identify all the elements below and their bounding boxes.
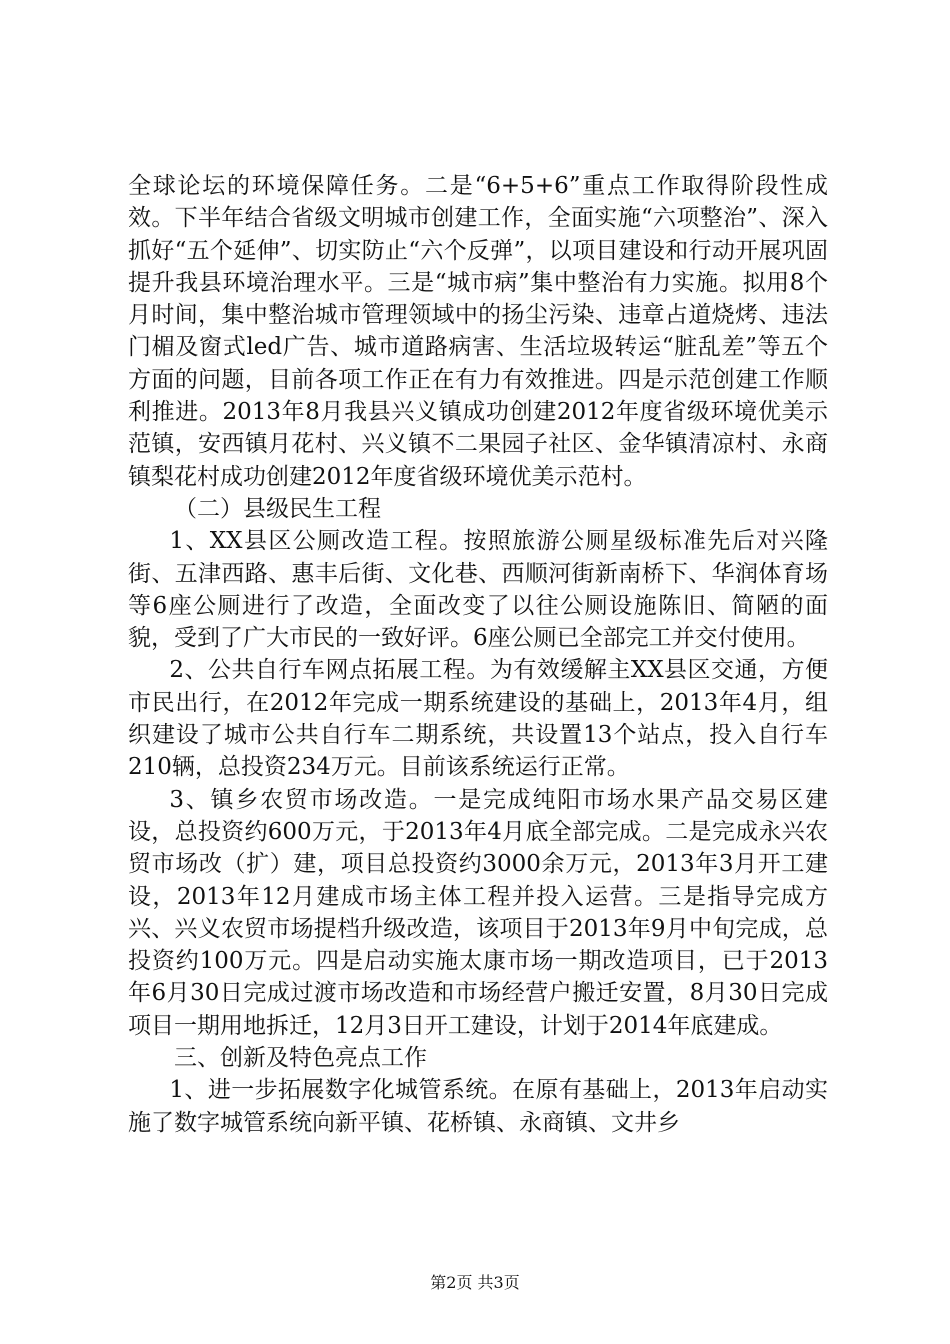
paragraph-public-bicycle: 2、公共自行车网点拓展工程。为有效缓解主XX县区交通，方便市民出行，在2012年完成一期系统建设的基础上，2013年4月，组织建设了城市公共自行车二期系统，共设置13个站点，投入自行车210辆，总投资234万元。目前该系统运行正常。: [128, 657, 828, 781]
document-body: [128, 170, 828, 1139]
paragraph-toilet-renovation: 1、XX县区公厕改造工程。按照旅游公厕星级标准先后对兴隆街、五津西路、惠丰后街、文化巷、西顺河街新南桥下、华润体育场等6座公厕进行了改造，全面改变了以往公厕设施陈旧、简陋的面貌，受到了广大市民的一致好评。6座公厕已全部完工并交付使用。: [128, 528, 828, 652]
paragraph-continuation: 全球论坛的环境保障任务。二是“6+5+6”重点工作取得阶段性成效。下半年结合省级文明城市创建工作，全面实施“六项整治”、深入抓好“五个延伸”、切实防止“六个反弹”，以项目建设和行动开展巩固提升我县环境治理水平。三是“城市病”集中整治有力实施。拟用8个月时间，集中整治城市管理领域中的扬尘污染、违章占道烧烤、违法门楣及窗式led广告、城市道路病害、生活垃圾转运“脏乱差”等五个方面的问题，目前各项工作正在有力有效推进。四是示范创建工作顺利推进。2013年8月我县兴义镇成功创建2012年度省级环境优美示范镇，安西镇月花村、兴义镇不二果园子社区、金华镇清凉村、永商镇梨花村成功创建2012年度省级环境优美示范村。: [128, 173, 828, 490]
section-heading-innovation: 三、创新及特色亮点工作: [174, 1045, 427, 1072]
paragraph-digital-management: 1、进一步拓展数字化城管系统。在原有基础上，2013年启动实施了数字城管系统向新平镇、花桥镇、永商镇、文井乡: [128, 1077, 828, 1136]
paragraph-market-renovation: 3、镇乡农贸市场改造。一是完成纯阳市场水果产品交易区建设，总投资约600万元，于2013年4月底全部完成。二是完成永兴农贸市场改（扩）建，项目总投资约3000余万元，2013年3月开工建设，2013年12月建成市场主体工程并投入运营。三是指导完成方兴、兴义农贸市场提档升级改造，该项目于2013年9月中旬完成，总投资约100万元。四是启动实施太康市场一期改造项目，已于2013年6月30日完成过渡市场改造和市场经营户搬迁安置，8月30日完成项目一期用地拆迁，12月3日开工建设，计划于2014年底建成。: [128, 786, 828, 1039]
section-heading-county-livelihood: （二）县级民生工程: [174, 495, 381, 522]
page-number-footer: 第2页 共3页: [430, 1273, 520, 1292]
